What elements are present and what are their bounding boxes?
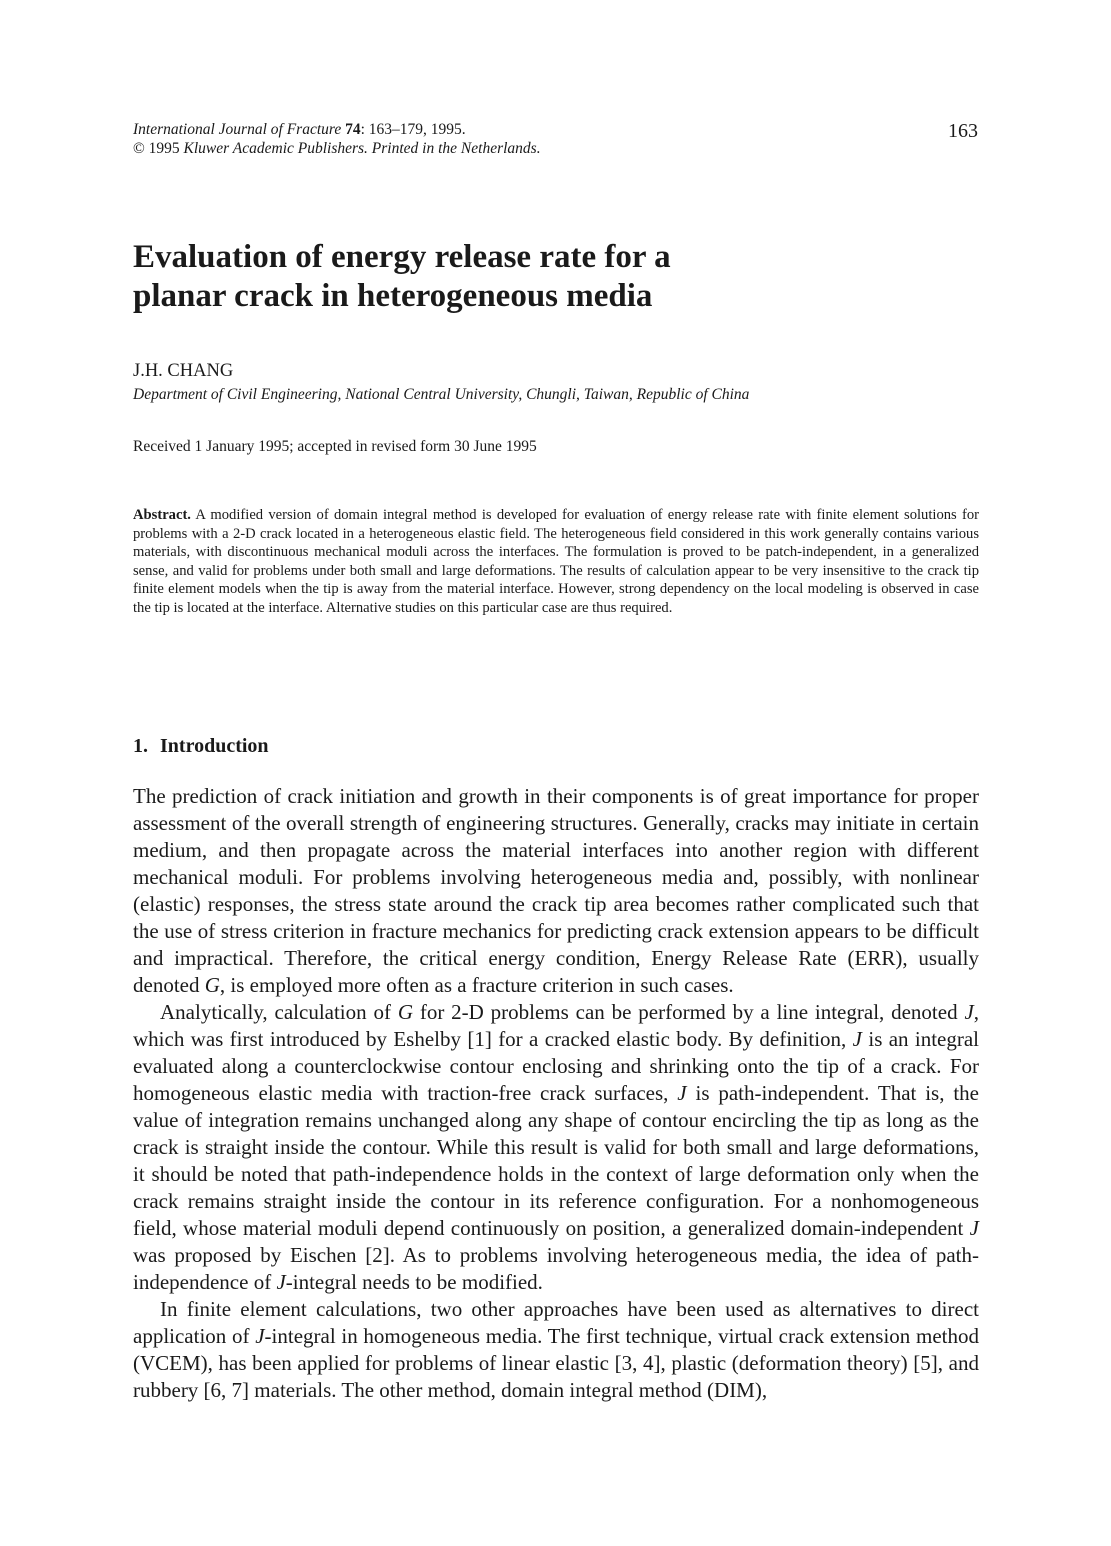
author-name: J.H. CHANG xyxy=(133,361,234,381)
received-dates: Received 1 January 1995; accepted in revised form 30 June 1995 xyxy=(133,438,537,455)
paper-title xyxy=(133,238,893,316)
math-symbol: G xyxy=(204,973,220,997)
abstract-text: A modified version of domain integral method is developed for evaluation of energy release rate with finite element solutions for problems with a 2-D crack located in a heterogeneous elastic field. The heterogeneous field considered in this work generally contains various materials, with discontinuous mechanical moduli across the interfaces. The formulation is proved to be patch-independent, in a generalized sense, and valid for problems under both small and large deformations. The results of calculation appear to be very insensitive to the crack tip finite element models when the tip is away from the material interface. However, strong dependency on the local modeling is observed in case the tip is located at the interface. Alternative studies on this particular case are thus required. xyxy=(133,507,979,616)
paragraph-3-text: In finite element calculations, two other approaches have been used as alternatives to direct application of xyxy=(133,1297,979,1348)
paragraph-2-text: , which was first introduced by Eshelby [1] for a cracked elastic body. By definition, xyxy=(133,1000,980,1051)
journal-header xyxy=(133,120,893,158)
title-line-1: Evaluation of energy release rate for a xyxy=(133,239,671,275)
math-symbol: J xyxy=(677,1081,687,1105)
section-heading xyxy=(133,735,269,758)
paragraph-1-end: , is employed more often as a fracture criterion in such cases. xyxy=(219,973,734,997)
journal-pages-year: 163–179, 1995. xyxy=(368,121,466,138)
paragraph-2-text: is an integral evaluated along a counterclockwise contour enclosing and shrinking onto the tip of a crack. For homogeneous elastic media with traction-free crack surfaces, xyxy=(133,1027,980,1105)
page-number: 163 xyxy=(948,120,978,142)
math-symbol: G xyxy=(397,1000,413,1024)
paragraph-2-text: for 2-D problems can be performed by a line integral, denoted xyxy=(419,1000,958,1024)
math-symbol: J xyxy=(255,1324,265,1348)
abstract-label: Abstract. xyxy=(133,507,191,523)
section-number: 1. xyxy=(133,735,148,757)
paragraph-2-text: is path-independent. That is, the value of integration remains unchanged along any shape of contour encircling the tip as long as the crack is straight inside the contour. While this result is valid for both small and large deformations, it should be noted that path-independence holds in the context of large deformation only when the crack remains straight inside the contour in its reference configuration. For a nonhomogeneous field, whose material moduli depend continuously on position, a generalized domain-independent xyxy=(133,1081,980,1240)
body-text xyxy=(133,783,979,1404)
paragraph-2 xyxy=(133,999,979,1296)
copyright-line xyxy=(133,139,893,158)
author-affiliation: Department of Civil Engineering, National Central University, Chungli, Taiwan, Republic of China xyxy=(133,386,750,403)
math-symbol: J xyxy=(852,1027,862,1051)
journal-name: International Journal of Fracture xyxy=(133,121,342,138)
math-symbol: J xyxy=(964,1000,974,1024)
paragraph-3-text: -integral in homogeneous media. The first technique, virtual crack extension method (VCEM), has been applied for problems of linear elastic [3, 4], plastic (deformation theory) [5], and rubbery [6, 7] materials. The other method, domain integral method (DIM), xyxy=(133,1324,980,1402)
paragraph-1 xyxy=(133,783,979,999)
copyright-icon: © xyxy=(133,140,145,157)
journal-volume: 74 xyxy=(345,121,361,138)
paragraph-2-text: Analytically, calculation of xyxy=(160,1000,391,1024)
publisher: Kluwer Academic Publishers. Printed in the Netherlands. xyxy=(183,140,541,157)
journal-citation: International Journal of Fracture 74: 163–179, 1995. xyxy=(133,121,466,138)
copyright-year: 1995 xyxy=(148,140,180,157)
abstract xyxy=(133,506,979,617)
title-line-2: planar crack in heterogeneous media xyxy=(133,278,653,314)
paragraph-2-text: was proposed by Eischen [2]. As to problems involving heterogeneous media, the idea of path-independence of xyxy=(133,1243,979,1294)
section-title: Introduction xyxy=(160,735,269,757)
paragraph-2-text: -integral needs to be modified. xyxy=(285,1270,543,1294)
paragraph-3 xyxy=(133,1296,979,1404)
paragraph-1-text: The prediction of crack initiation and growth in their components is of great importance for proper assessment of the overall strength of engineering structures. Generally, cracks may initiate in certain medium, and then propagate across the material interfaces into another region with different mechanical moduli. For problems involving heterogeneous media and, possibly, with nonlinear (elastic) responses, the stress state around the crack tip area becomes rather complicated such that the use of stress criterion in fracture mechanics for predicting crack extension appears to be difficult and impractical. Therefore, the critical energy condition, Energy Release Rate (ERR), usually denoted xyxy=(133,784,979,997)
math-symbol: J xyxy=(276,1270,286,1294)
math-symbol: J xyxy=(969,1216,979,1240)
